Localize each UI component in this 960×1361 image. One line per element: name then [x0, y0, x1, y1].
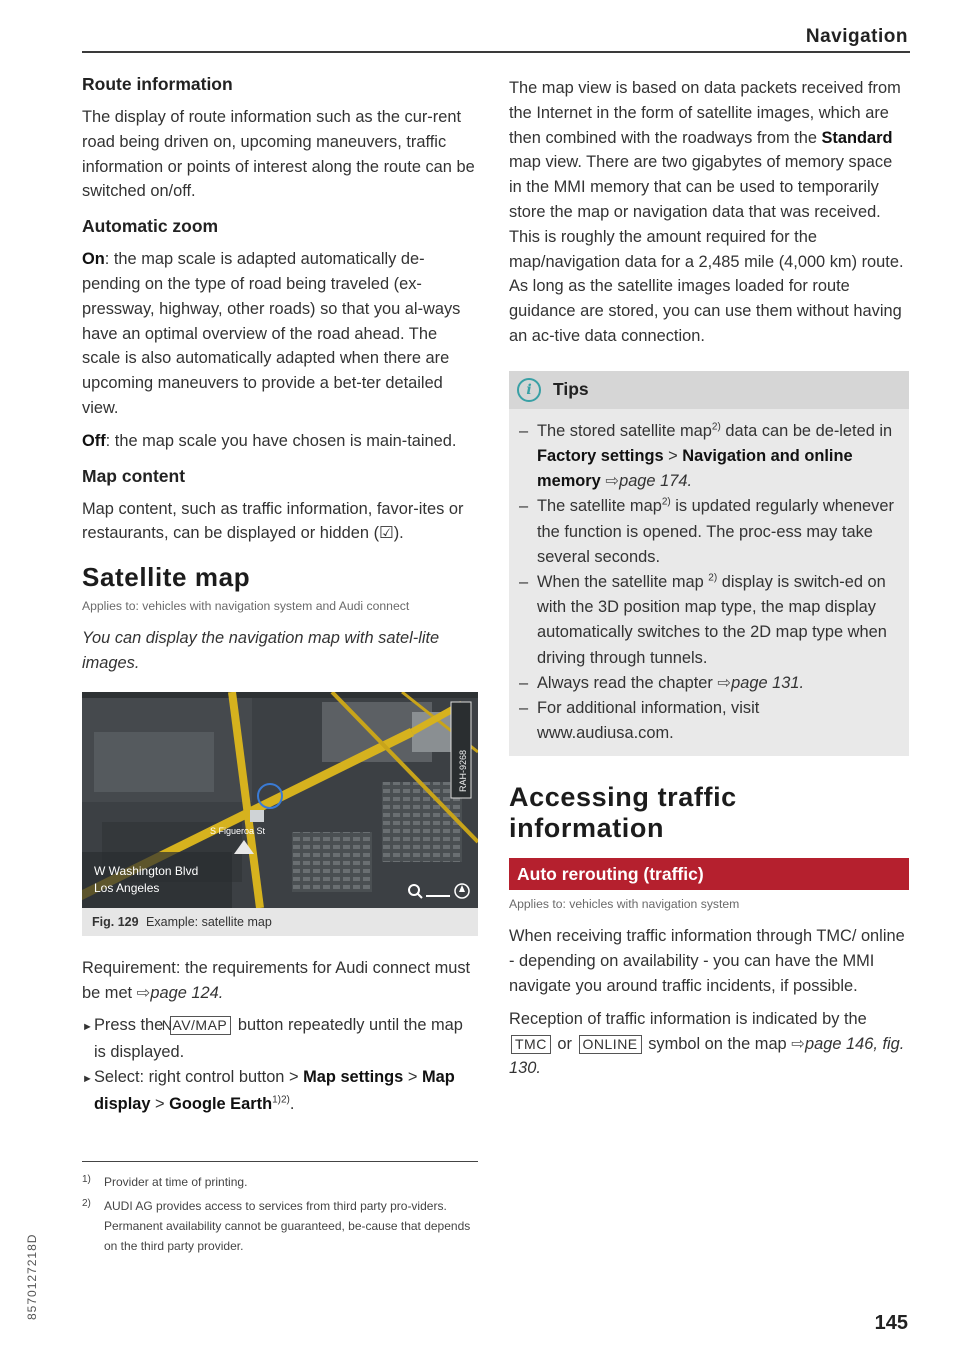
footnote-1: 1) Provider at time of printing.	[82, 1173, 248, 1189]
xref-arrow-icon: ⇨	[605, 472, 620, 491]
figure-code: RAH-9268	[458, 749, 468, 792]
step-triangle-icon: ►	[82, 1072, 93, 1085]
auto-zoom-heading: Automatic zoom	[82, 216, 219, 237]
nav-map-key: NAV/MAP	[170, 1016, 231, 1035]
tip-1: – The stored satellite map$^{2)}$ data can be de-leted in Factory settings > Navigation and online memory ⇨page 174.	[519, 421, 893, 491]
traffic-text-1: When receiving traffic information through TMC/ online - depending on availability - you can have the MMI navigate you around traffic incidents, if possible.	[509, 927, 905, 995]
tip-4: – Always read the chapter ⇨page 131.	[519, 673, 805, 692]
xref-arrow-icon: ⇨	[791, 1034, 805, 1053]
requirement-text: Requirement: the requirements for Audi connect must be met ⇨page 124.	[82, 958, 471, 1002]
footnotes	[82, 1172, 478, 1256]
figure-129	[82, 692, 478, 936]
xref-page-174[interactable]: page 174.	[619, 472, 692, 491]
online-key: ONLINE	[579, 1035, 642, 1054]
side-code: 8570127218D	[25, 1233, 39, 1320]
tips-header	[509, 371, 909, 409]
xref-page-131[interactable]: page 131.	[731, 673, 805, 692]
traffic-title-line-1: Accessing traffic	[509, 782, 737, 813]
tips-box	[509, 371, 909, 757]
location-line-1: W Washington Blvd	[94, 863, 199, 878]
tip-3: – When the satellite map $^{2)}$ display is switch-ed on with the 3D position map type, the map display automatically switches to the 2D map type when driving through tunnels.	[519, 572, 887, 667]
map-content-heading: Map content	[82, 465, 186, 486]
traffic-applies-to: Applies to: vehicles with navigation system	[509, 897, 740, 912]
xref-arrow-icon: ⇨	[136, 983, 151, 1002]
route-info-heading: Route information	[82, 74, 233, 94]
left-column	[82, 74, 478, 1256]
satellite-description: The map view is based on data packets received from the Internet in the form of satellite images, which are then combined with the roadways from the Standard map view. There are two gigabytes of memory space in the MMI memory that can be used to temporarily store the map or navigation data that was received. This is roughly the amount required for the map/navigation data for a 2,485 mile (4,000 km) route. As long as the satellite images loaded for route guidance are stored, you can use them without having an ac-tive data connection.	[509, 79, 904, 345]
page-number: 145	[874, 1312, 908, 1334]
traffic-text-2: Reception of traffic information is indicated by the TMC or ONLINE symbol on the map ⇨page 146, fig. 130.	[509, 1009, 905, 1078]
step-1: ►Press the NAV/MAP button repeatedly until the map is displayed.	[82, 1016, 463, 1062]
section-title: Navigation	[805, 26, 908, 47]
route-info-text: The display of route information such as the cur-rent road being driven on, upcoming maneuvers, traffic information or points of interest along the route can be switched on/off.	[82, 108, 475, 201]
tip-5: – For additional information, visit www.audiusa.com.	[519, 699, 760, 743]
map-content-text: Map content, such as traffic information, favor-ites or restaurants, can be displayed or hidden (☑).	[82, 499, 464, 543]
off-label: Off	[82, 431, 106, 450]
step-2: ►Select: right control button > Map settings > Map display > Google Earth$^{1)2)}$.	[82, 1067, 455, 1113]
footnote-2: 2) AUDI AG provides access to services from third party pro-viders. Permanent availability cannot be guaranteed, be-cause that depends on the third party provider.	[82, 1197, 471, 1253]
satellite-intro: You can display the navigation map with satel-lite images.	[82, 629, 440, 672]
right-column	[509, 76, 909, 1081]
satellite-map-title: Satellite map	[82, 562, 251, 593]
tips-title: Tips	[553, 379, 589, 400]
info-icon: i	[517, 378, 541, 402]
street-label: S Figueroa St	[210, 825, 266, 836]
location-line-2: Los Angeles	[94, 880, 160, 895]
auto-zoom-on-text: On: the map scale is adapted automatically de-pending on the type of road being traveled (ex-pressway, highway, other roads) so that you al-ways have an optimal overview of the road ahead. The scale is also automatically adapted when there are upcoming maneuvers to provide a bet-ter detailed view.	[82, 250, 461, 417]
header-rule	[82, 51, 910, 53]
xref-page-124[interactable]: page 124.	[150, 983, 224, 1002]
satellite-applies-to: Applies to: vehicles with navigation system and Audi connect	[82, 599, 410, 614]
traffic-title-line-2: information	[509, 813, 665, 844]
footnote-rule	[82, 1161, 478, 1162]
on-label: On	[82, 250, 105, 269]
auto-rerouting-bar: Auto rerouting (traffic)	[509, 858, 909, 890]
auto-zoom-off-text: Off: the map scale you have chosen is main-tained.	[82, 431, 457, 450]
xref-page-146[interactable]: page 146, fig. 130.	[509, 1034, 905, 1078]
tmc-key: TMC	[511, 1035, 551, 1054]
figure-caption: Fig. 129 Example: satellite map	[82, 908, 478, 936]
step-triangle-icon: ►	[82, 1021, 93, 1034]
tip-2: – The satellite map$^{2)}$ is updated regularly whenever the function is opened. The proc-ess may take several seconds.	[519, 496, 894, 566]
satellite-map-image	[82, 692, 478, 908]
xref-arrow-icon: ⇨	[717, 673, 732, 692]
